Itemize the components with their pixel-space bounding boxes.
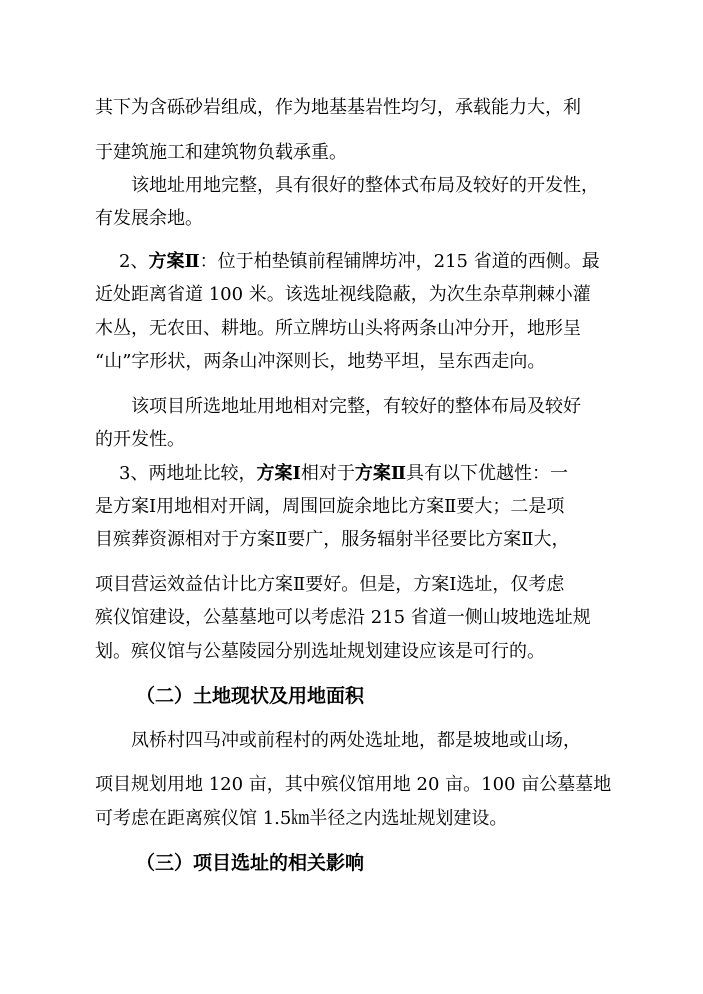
- paragraph-line: 划。殡仪馆与公墓陵园分别选址规划建设应该是可行的。: [95, 641, 545, 662]
- paragraph-line: 的开发性。: [95, 429, 185, 450]
- paragraph-line: 该项目所选地址用地相对完整，有较好的整体布局及较好: [131, 396, 581, 417]
- paragraph-line: 项目营运效益估计比方案Ⅱ要好。但是，方案Ⅰ选址，仅考虑: [95, 574, 565, 595]
- paragraph-line: “山”字形状，两条山冲深则长，地势平坦，呈东西走向。: [95, 351, 546, 372]
- bold-term: 方案Ⅱ: [148, 251, 200, 272]
- paragraph-line: 该地址用地完整，具有很好的整体式布局及较好的开发性，: [131, 175, 599, 196]
- paragraph-line: 于建筑施工和建筑物负载承重。: [95, 142, 347, 163]
- section-heading: （三）项目选址的相关影响: [136, 852, 365, 874]
- paragraph-line: 近处距离省道 100 米。该选址视线隐蔽，为次生杂草荆棘小灌: [95, 284, 591, 305]
- section-heading: （二）土地现状及用地面积: [136, 685, 365, 707]
- paragraph-line: 3、两地址比较，方案Ⅰ相对于方案Ⅱ具有以下优越性：一: [119, 463, 569, 484]
- paragraph-line: 殡仪馆建设，公墓墓地可以考虑沿 215 省道一侧山坡地选址规: [95, 607, 591, 628]
- bold-term: 方案Ⅱ: [354, 463, 407, 484]
- paragraph-line: 木丛，无农田、耕地。所立牌坊山头将两条山冲分开，地形呈: [95, 318, 581, 339]
- paragraph-line: 2、方案Ⅱ：位于柏垫镇前程铺牌坊冲，215 省道的西侧。最: [119, 251, 600, 272]
- paragraph-line: 目殡葬资源相对于方案Ⅱ要广，服务辐射半径要比方案Ⅱ大，: [95, 529, 570, 550]
- paragraph-line: 可考虑在距离殡仪馆 1.5㎞半径之内选址规划建设。: [95, 808, 508, 829]
- paragraph-line: 是方案Ⅰ用地相对开阔，周围回旋余地比方案Ⅱ要大；二是项: [95, 496, 565, 517]
- paragraph-line: 项目规划用地 120 亩，其中殡仪馆用地 20 亩。100 亩公墓墓地: [95, 774, 612, 795]
- bold-term: 方案Ⅰ: [256, 463, 301, 484]
- paragraph-line: 凤桥村四马冲或前程村的两处选址地，都是坡地或山场，: [131, 730, 581, 751]
- paragraph-line: 有发展余地。: [95, 208, 203, 229]
- paragraph-line: 其下为含砾砂岩组成，作为地基基岩性均匀，承载能力大，利: [95, 97, 581, 118]
